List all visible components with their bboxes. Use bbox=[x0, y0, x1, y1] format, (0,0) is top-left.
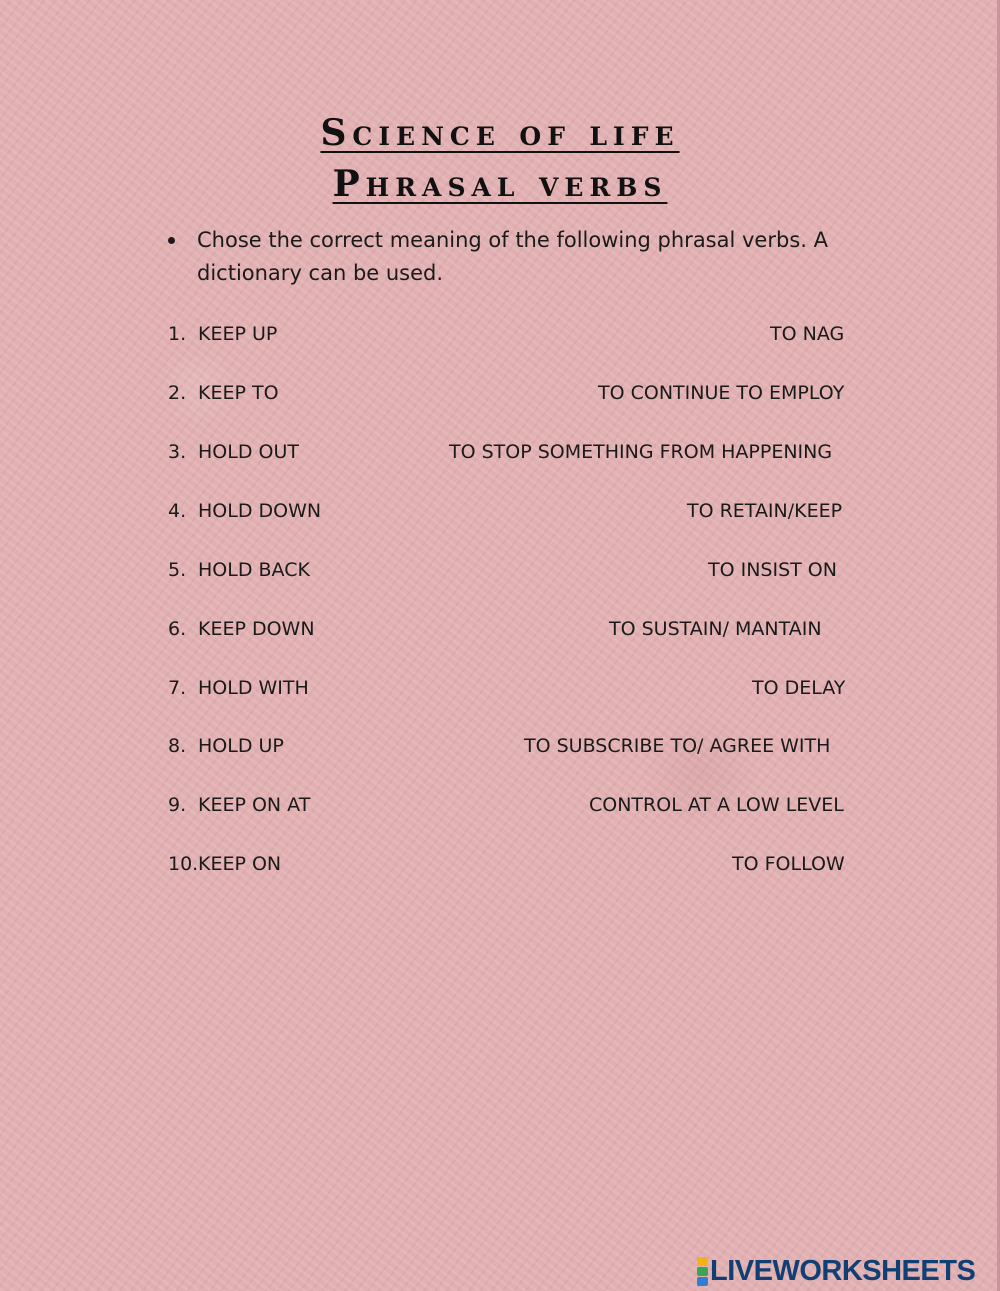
meaning-option[interactable]: TO INSIST ON bbox=[708, 559, 837, 581]
meaning-option[interactable]: TO DELAY bbox=[752, 677, 846, 699]
phrasal-verb: HOLD DOWN bbox=[198, 500, 322, 522]
phrasal-verb: HOLD OUT bbox=[198, 441, 299, 463]
phrasal-verb: KEEP ON bbox=[198, 853, 282, 875]
meaning-option[interactable]: TO SUSTAIN/ MANTAIN bbox=[609, 618, 822, 640]
list-item bbox=[168, 498, 858, 524]
meaning-option[interactable]: CONTROL AT A LOW LEVEL bbox=[589, 794, 844, 816]
item-number: 5. bbox=[168, 559, 187, 581]
phrasal-verb: HOLD BACK bbox=[198, 559, 310, 581]
item-number: 9. bbox=[168, 794, 187, 816]
phrasal-verb: HOLD UP bbox=[198, 735, 284, 757]
phrasal-verb: KEEP UP bbox=[198, 323, 278, 345]
logo-block bbox=[697, 1257, 708, 1266]
meaning-option[interactable]: TO STOP SOMETHING FROM HAPPENING bbox=[449, 441, 833, 463]
list-item bbox=[168, 851, 858, 877]
item-number: 10. bbox=[168, 853, 199, 875]
meaning-option[interactable]: TO NAG bbox=[770, 323, 845, 345]
item-number: 6. bbox=[168, 618, 187, 640]
item-number: 4. bbox=[168, 500, 187, 522]
item-number: 3. bbox=[168, 441, 187, 463]
list-item bbox=[168, 380, 858, 406]
instruction-text: Chose the correct meaning of the following phrasal verbs. A dictionary can be used. bbox=[197, 228, 828, 285]
logo-block bbox=[697, 1277, 708, 1286]
meaning-option[interactable]: TO SUBSCRIBE TO/ AGREE WITH bbox=[524, 735, 831, 757]
meaning-option[interactable]: TO FOLLOW bbox=[732, 853, 845, 875]
worksheet-subtitle: Phrasal verbs bbox=[332, 163, 668, 205]
worksheet-title: Science of life bbox=[320, 112, 680, 154]
list-item bbox=[168, 675, 858, 701]
phrasal-verb: KEEP ON AT bbox=[198, 794, 311, 816]
meaning-option[interactable]: TO CONTINUE TO EMPLOY bbox=[598, 382, 845, 404]
meaning-option[interactable]: TO RETAIN/KEEP bbox=[687, 500, 843, 522]
list-item bbox=[168, 557, 858, 583]
phrasal-verb: HOLD WITH bbox=[198, 677, 309, 699]
list-item bbox=[168, 321, 858, 347]
logo-block bbox=[697, 1267, 708, 1276]
item-number: 7. bbox=[168, 677, 187, 699]
bullet-icon bbox=[168, 237, 175, 244]
logo-text: LIVEWORKSHEETS bbox=[710, 1254, 976, 1287]
item-number: 8. bbox=[168, 735, 187, 757]
item-number: 1. bbox=[168, 323, 187, 345]
instruction bbox=[168, 224, 897, 290]
phrasal-verb: KEEP TO bbox=[198, 382, 279, 404]
list-item bbox=[168, 792, 858, 818]
liveworksheets-logo[interactable] bbox=[697, 1254, 975, 1288]
phrasal-verb: KEEP DOWN bbox=[198, 618, 315, 640]
list-item bbox=[168, 439, 858, 465]
logo-icon bbox=[697, 1257, 708, 1286]
list-item bbox=[168, 733, 858, 759]
item-number: 2. bbox=[168, 382, 187, 404]
list-item bbox=[168, 616, 858, 642]
